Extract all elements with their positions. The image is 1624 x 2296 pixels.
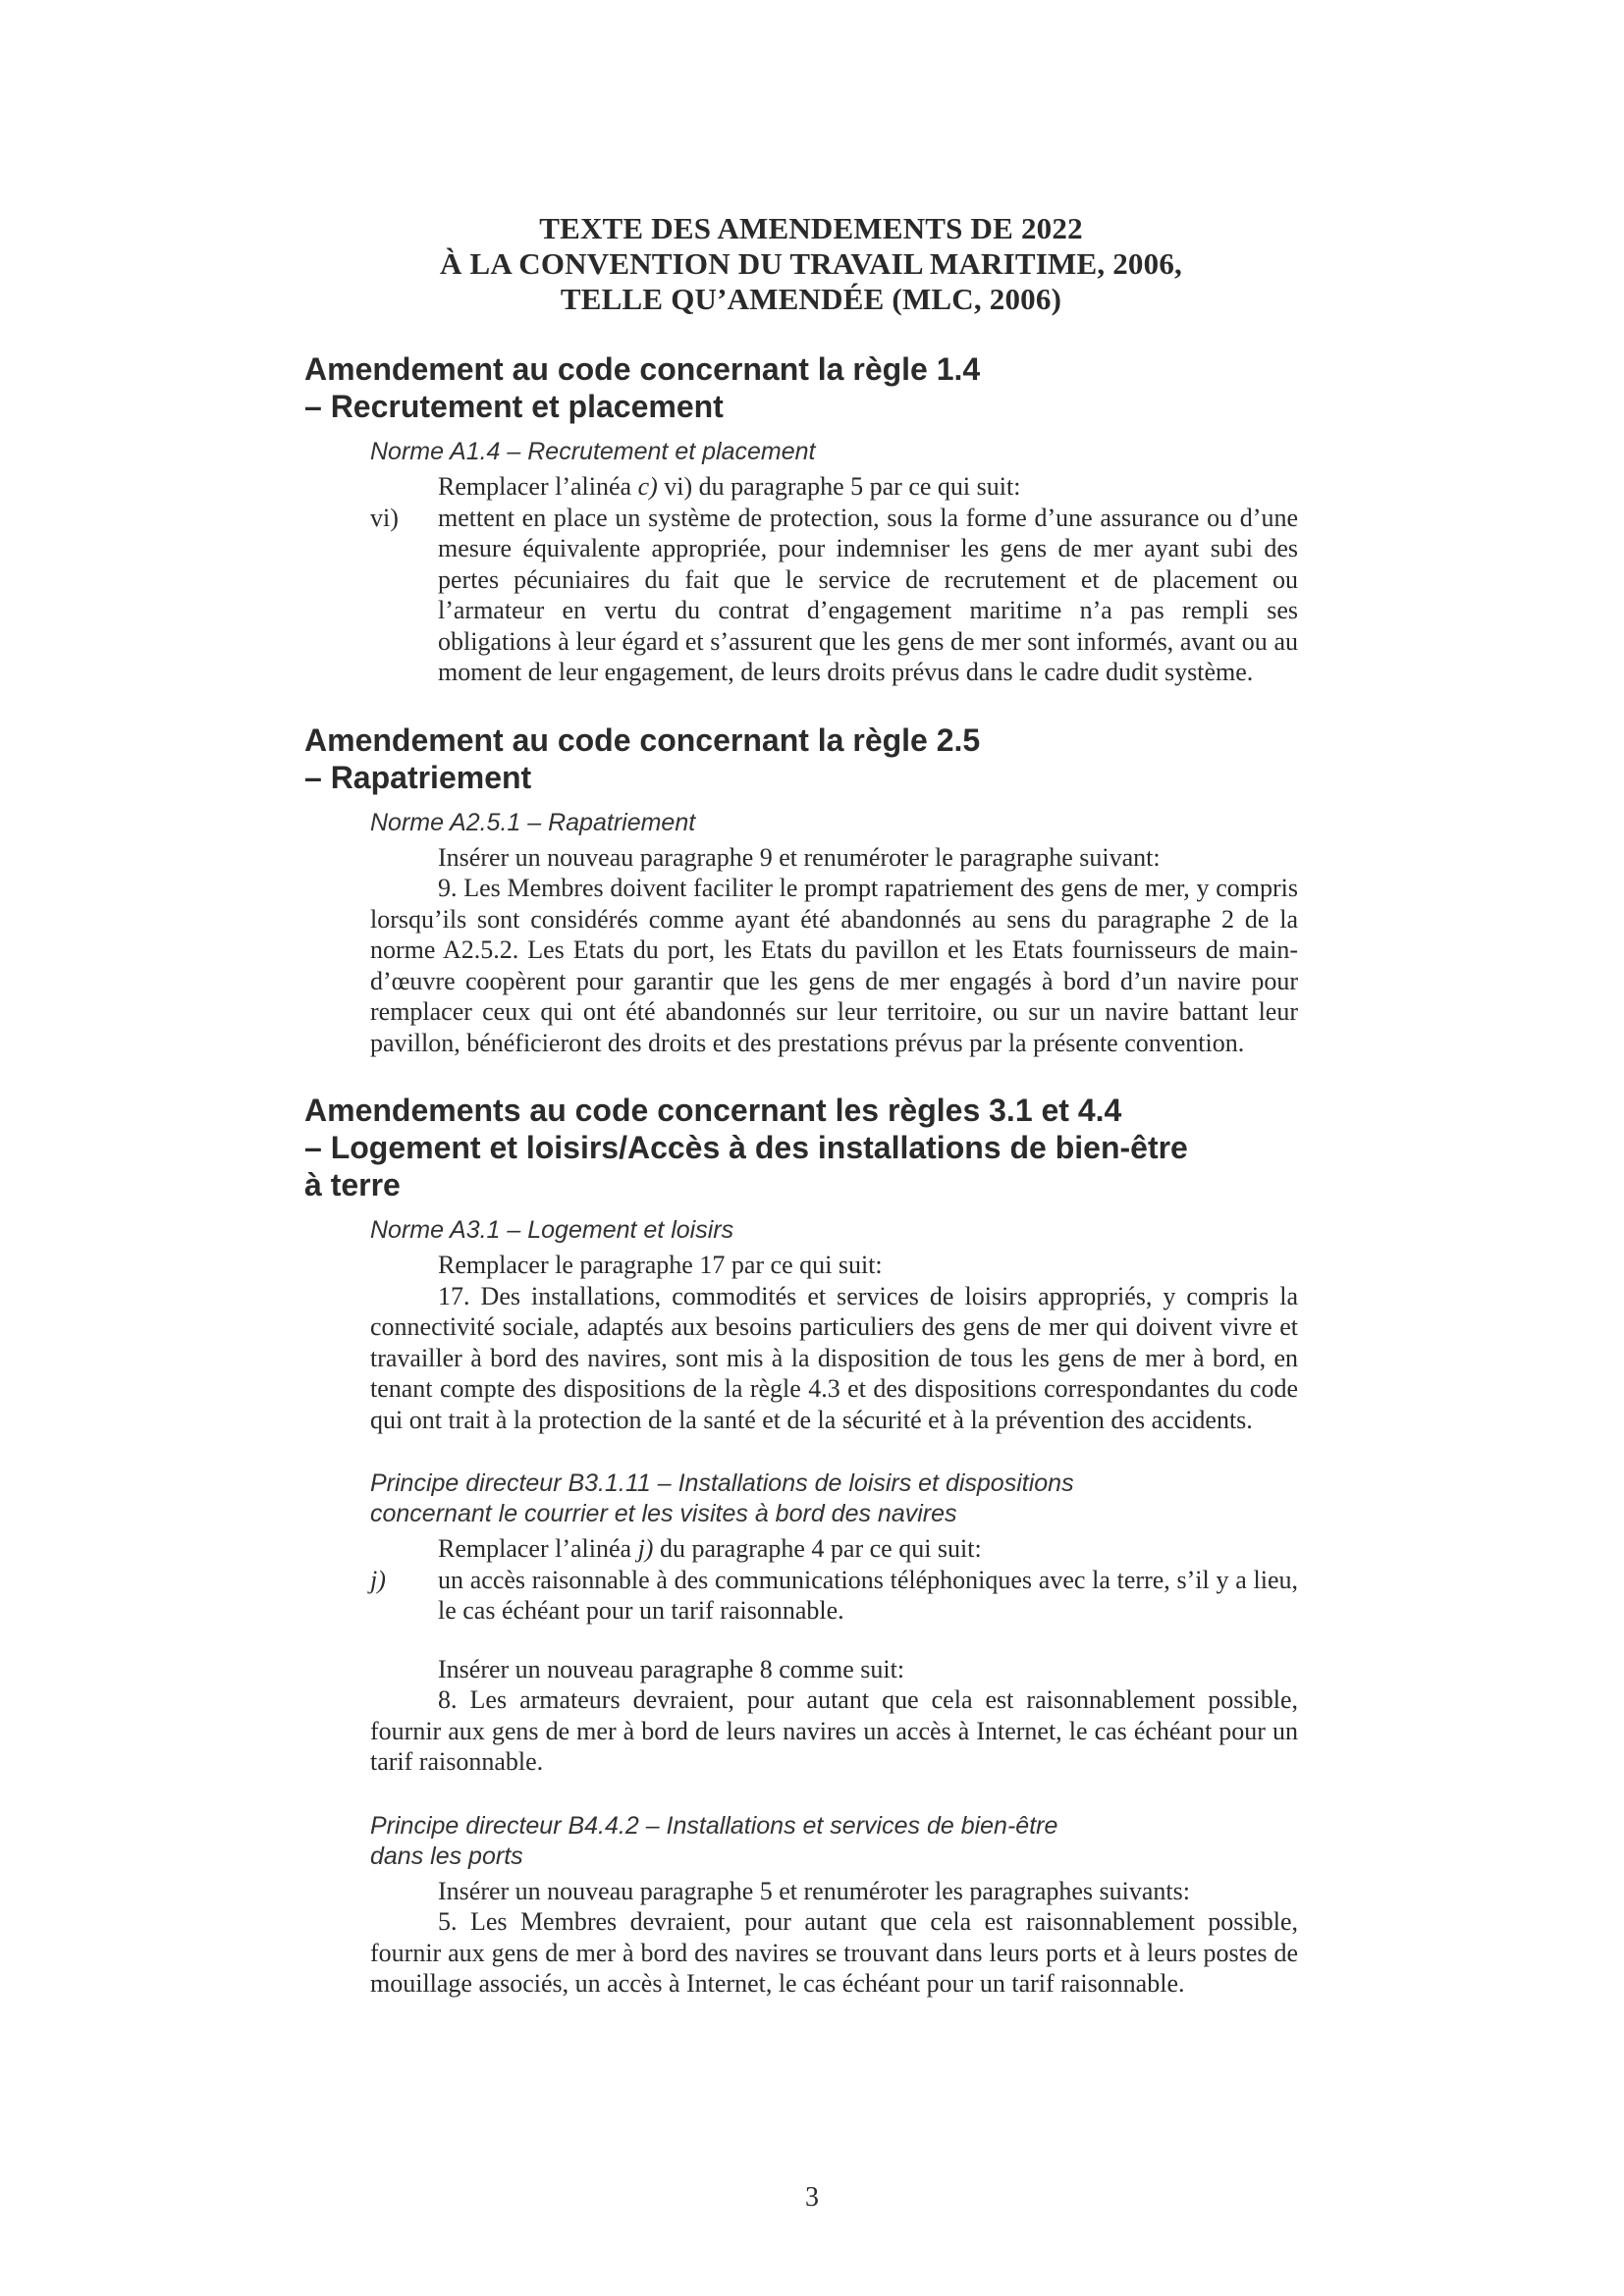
item-text: un accès raisonnable à des communications téléphoniques avec la terre, s’il y a lieu, le cas échéant pour un tarif raisonnable. [438, 1565, 1298, 1625]
instruction [438, 471, 1298, 503]
instruction: Insérer un nouveau paragraphe 8 comme suit: [438, 1654, 905, 1683]
list-item [370, 1565, 1298, 1627]
instruction-text: vi) du paragraphe 5 par ce qui suit: [657, 472, 1021, 501]
paragraph-9: 9. Les Membres doivent faciliter le prompt rapatriement des gens de mer, y compris lorsqu’ils sont considérés comme ayant été abandonnés au sens du paragraphe 2 de la norme A2.5.2. Les Etats du port, les Etats du pavillon et les Etats fournisseurs de main-d’œuvre coopèrent pour garantir que les gens de mer engagés à bord d’un navire pour remplacer ceux qui ont été abandonnés sur leur territoire, ou sur un navire battant leur pavillon, bénéficieront des droits et des prestations prévus par la présente convention. [370, 874, 1298, 1057]
section-heading [304, 721, 1298, 796]
instruction-emphasis: j) [637, 1534, 654, 1563]
instruction-text: du paragraphe 4 par ce qui suit: [653, 1534, 982, 1563]
section-heading-line-1: Amendement au code concernant la règle 2.5 [304, 721, 981, 758]
spacer [304, 1627, 1298, 1654]
item-label: vi) [370, 503, 399, 532]
section-heading-line-2: – Logement et loisirs/Accès à des installations de bien-être [304, 1130, 1188, 1165]
principe-b4-4-2 [304, 1811, 1298, 2000]
sub-heading-line-1: Principe directeur B4.4.2 – Installations et services de bien-être [370, 1811, 1058, 1840]
principe-b3-1-11 [304, 1468, 1298, 1778]
instruction-text: Remplacer l’alinéa [438, 1534, 638, 1563]
title-line-1: TEXTE DES AMENDEMENTS DE 2022 [539, 211, 1083, 245]
sub-heading-principe-b4-4-2 [370, 1811, 1298, 1872]
item-label: j) [370, 1565, 386, 1594]
document-title [324, 211, 1298, 317]
paragraph-5: 5. Les Membres devraient, pour autant que cela est raisonnablement possible, fournir aux gens de mer à bord des navires se trouvant dans leurs ports et à leurs postes de mouillage associés, un accès à Internet, le cas échéant pour un tarif raisonnable. [370, 1907, 1298, 1998]
section-heading-line-3: à terre [304, 1167, 401, 1202]
sub-heading-line-2: dans les ports [370, 1842, 523, 1870]
instruction: Insérer un nouveau paragraphe 5 et renuméroter les paragraphes suivants: [438, 1876, 1190, 1905]
instruction [438, 1533, 1298, 1565]
sub-heading-principe-b3-1-11 [370, 1468, 1298, 1529]
page-number: 3 [805, 2182, 819, 2213]
section-regle-2-5 [304, 721, 1298, 1059]
instruction: Remplacer le paragraphe 17 par ce qui suit: [438, 1251, 883, 1279]
paragraph-8: 8. Les armateurs devraient, pour autant que cela est raisonnablement possible, fournir aux gens de mer à bord de leurs navires un accès à Internet, le cas échéant pour un tarif raisonnable. [370, 1685, 1298, 1776]
section-heading [304, 350, 1298, 425]
document-page [304, 211, 1298, 2033]
instruction-text: Remplacer l’alinéa [438, 472, 638, 501]
section-heading-line-2: – Recrutement et placement [304, 389, 724, 424]
section-heading [304, 1092, 1298, 1203]
item-text: mettent en place un système de protection, sous la forme d’une assurance ou d’une mesure équivalente appropriée, pour indemniser les gens de mer ayant subi des pertes pécuniaires du fait que le service de recrutement et de placement ou l’armateur en vertu du contrat d’engagement maritime n’a pas rempli ses obligations à leur égard et s’assurent que les gens de mer sont informés, avant ou au moment de leur engagement, de leurs droits prévus dans le cadre dudit système. [438, 503, 1298, 686]
section-regles-3-1-4-4 [304, 1092, 1298, 2000]
sub-heading-norme-a2-5-1: Norme A2.5.1 – Rapatriement [370, 808, 696, 836]
title-line-2: À LA CONVENTION DU TRAVAIL MARITIME, 2006, [440, 246, 1182, 281]
list-item [370, 503, 1298, 688]
title-line-3: TELLE QU’AMENDÉE (MLC, 2006) [560, 282, 1062, 316]
section-heading-line-1: Amendements au code concernant les règles 3.1 et 4.4 [304, 1093, 1122, 1128]
sub-heading-line-1: Principe directeur B3.1.11 – Installations de loisirs et dispositions [370, 1469, 1074, 1497]
sub-heading-norme-a3-1: Norme A3.1 – Logement et loisirs [370, 1216, 734, 1244]
section-heading-line-2: – Rapatriement [304, 759, 532, 795]
paragraph-17: 17. Des installations, commodités et services de loisirs appropriés, y compris la connectivité sociale, adaptés aux besoins particuliers des gens de mer qui doivent vivre et travailler à bord des navires, sont mis à la disposition de tous les gens de mer à bord, en tenant compte des dispositions de la règle 4.3 et des dispositions correspondantes du code qui ont trait à la protection de la santé et de la sécurité et à la prévention des accidents. [370, 1281, 1298, 1434]
section-heading-line-1: Amendement au code concernant la règle 1.4 [304, 351, 981, 387]
instruction-emphasis: c) [637, 472, 658, 501]
sub-heading-line-2: concernant le courrier et les visites à bord des navires [370, 1500, 957, 1527]
sub-heading-norme-a1-4: Norme A1.4 – Recrutement et placement [370, 438, 816, 465]
section-regle-1-4 [304, 350, 1298, 688]
instruction: Insérer un nouveau paragraphe 9 et renuméroter le paragraphe suivant: [438, 842, 1161, 872]
